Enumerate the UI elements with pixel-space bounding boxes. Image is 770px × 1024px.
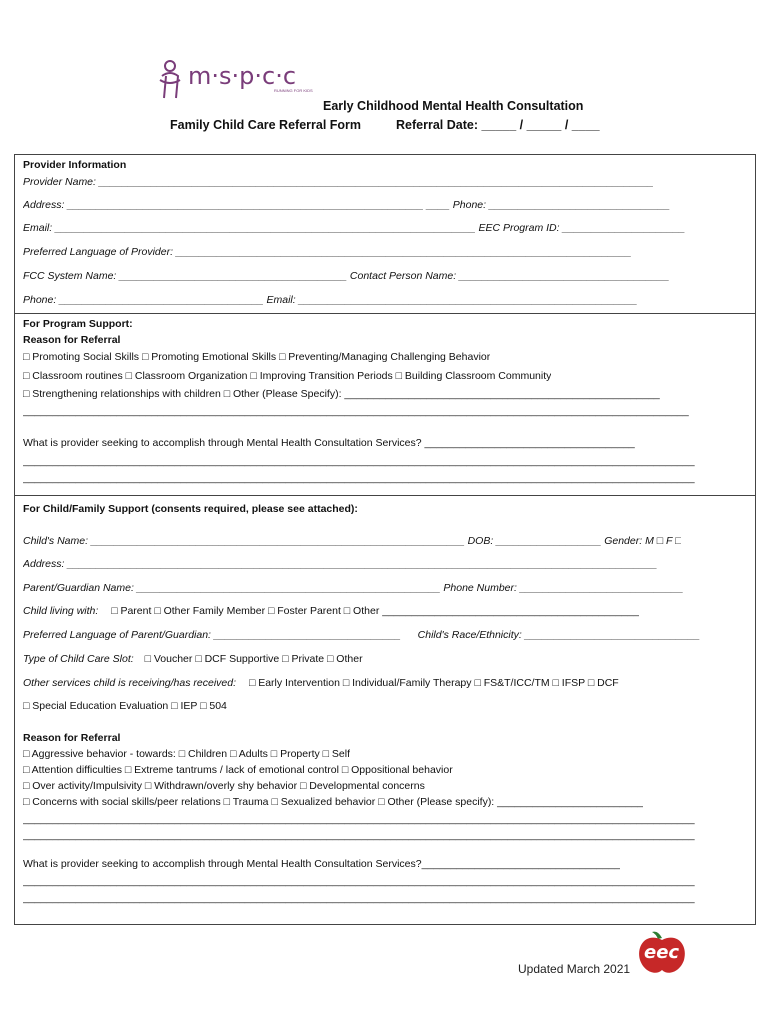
other-services-label: Other services child is receiving/has received: xyxy=(23,677,237,689)
program-heading: For Program Support: xyxy=(23,318,133,330)
provider-heading: Provider Information xyxy=(23,159,127,171)
updated-date: Updated March 2021 xyxy=(518,962,631,976)
program-reason-options-3[interactable]: □ Strengthening relationships with children □ Other (Please Specify): ______________________________________________________ xyxy=(23,388,660,400)
child-seeking-field[interactable]: What is provider seeking to accomplish through Mental Health Consultation Services?__________________________________ xyxy=(23,858,621,870)
logo-subtext: RUNNING FOR KIDS xyxy=(274,88,313,93)
program-reason-options-2[interactable]: □ Classroom routines □ Classroom Organization □ Improving Transition Periods □ Building Classroom Community xyxy=(23,370,552,382)
divider xyxy=(15,495,755,496)
child-blank-line[interactable]: ___________________________________________________________________________________________________________________ xyxy=(23,829,695,841)
child-living-label: Child living with: xyxy=(23,605,99,617)
child-reason-options-1[interactable]: □ Aggressive behavior - towards: □ Children □ Adults □ Property □ Self xyxy=(23,748,351,760)
child-heading: For Child/Family Support (consents required, please see attached): xyxy=(23,503,358,515)
logo-text: m·s·p·c·c xyxy=(188,62,297,90)
referral-form xyxy=(14,154,756,925)
provider-name-field[interactable]: Provider Name: _______________________________________________________________________________________________ xyxy=(23,176,654,188)
child-name-field[interactable]: Child's Name: ________________________________________________________________ DOB: __________________ Gender: M □ F □ xyxy=(23,535,682,547)
child-reason-options-4[interactable]: □ Concerns with social skills/peer relations □ Trauma □ Sexualized behavior □ Other (Please specify): _________________________ xyxy=(23,796,644,808)
child-blank-line[interactable]: ___________________________________________________________________________________________________________________ xyxy=(23,892,695,904)
child-care-slot-row xyxy=(23,653,363,665)
child-care-slot-options[interactable]: □ Voucher □ DCF Supportive □ Private □ Other xyxy=(144,653,363,665)
provider-language-field[interactable]: Preferred Language of Provider: ______________________________________________________________________________ xyxy=(23,246,632,258)
mspcc-logo xyxy=(158,58,313,102)
eec-logo xyxy=(636,928,688,976)
form-title: Early Childhood Mental Health Consultation xyxy=(323,99,584,113)
eec-logo-text: eec xyxy=(644,942,680,963)
figure-icon xyxy=(158,60,188,100)
child-living-options[interactable]: □ Parent □ Other Family Member □ Foster Parent □ Other ____________________________________________ xyxy=(111,605,640,617)
child-blank-line[interactable]: ___________________________________________________________________________________________________________________ xyxy=(23,875,695,887)
other-services-row xyxy=(23,677,619,689)
child-living-row xyxy=(23,605,639,617)
provider-phone-field[interactable]: Phone: ___________________________________ Email: __________________________________________________________ xyxy=(23,294,638,306)
other-services-options[interactable]: □ Early Intervention □ Individual/Family Therapy □ FS&T/ICC/TM □ IFSP □ DCF xyxy=(248,677,619,689)
program-blank-line[interactable]: ___________________________________________________________________________________________________________________ xyxy=(23,455,695,467)
referral-date-field[interactable]: Referral Date: _____ / _____ / ____ xyxy=(396,118,600,132)
program-reason-heading: Reason for Referral xyxy=(23,334,121,346)
program-seeking-field[interactable]: What is provider seeking to accomplish through Mental Health Consultation Services? ____________________________________ xyxy=(23,437,635,449)
provider-email-field[interactable]: Email: ________________________________________________________________________ EEC Program ID: _____________________ xyxy=(23,222,686,234)
program-reason-options-1[interactable]: □ Promoting Social Skills □ Promoting Emotional Skills □ Preventing/Managing Challenging Behavior xyxy=(23,351,491,363)
guardian-name-field[interactable]: Parent/Guardian Name: ____________________________________________________ Phone Number: ____________________________ xyxy=(23,582,684,594)
program-blank-line[interactable]: ___________________________________________________________________________________________________________________ xyxy=(23,472,695,484)
divider xyxy=(15,313,755,314)
child-blank-line[interactable]: ___________________________________________________________________________________________________________________ xyxy=(23,813,695,825)
child-reason-options-3[interactable]: □ Over activity/Impulsivity □ Withdrawn/overly shy behavior □ Developmental concerns xyxy=(23,780,425,792)
fcc-system-field[interactable]: FCC System Name: _______________________________________ Contact Person Name: ____________________________________ xyxy=(23,270,670,282)
child-race-field[interactable]: Child's Race/Ethnicity: ______________________________ xyxy=(417,629,700,641)
guardian-language-label[interactable]: Preferred Language of Parent/Guardian: ________________________________ xyxy=(23,629,401,641)
guardian-language-field xyxy=(23,629,700,641)
child-address-field[interactable]: Address: _____________________________________________________________________________________________________ xyxy=(23,558,658,570)
program-blank-line[interactable]: __________________________________________________________________________________________________________________ xyxy=(23,405,689,417)
provider-address-field[interactable]: Address: _____________________________________________________________ ____ Phone: _______________________________ xyxy=(23,199,670,211)
child-reason-options-2[interactable]: □ Attention difficulties □ Extreme tantrums / lack of emotional control □ Oppositional behavior xyxy=(23,764,453,776)
child-reason-heading: Reason for Referral xyxy=(23,732,121,744)
other-services-options-2[interactable]: □ Special Education Evaluation □ IEP □ 504 xyxy=(23,700,227,712)
child-care-slot-label: Type of Child Care Slot: xyxy=(23,653,134,665)
form-subtitle: Family Child Care Referral Form xyxy=(170,118,362,132)
